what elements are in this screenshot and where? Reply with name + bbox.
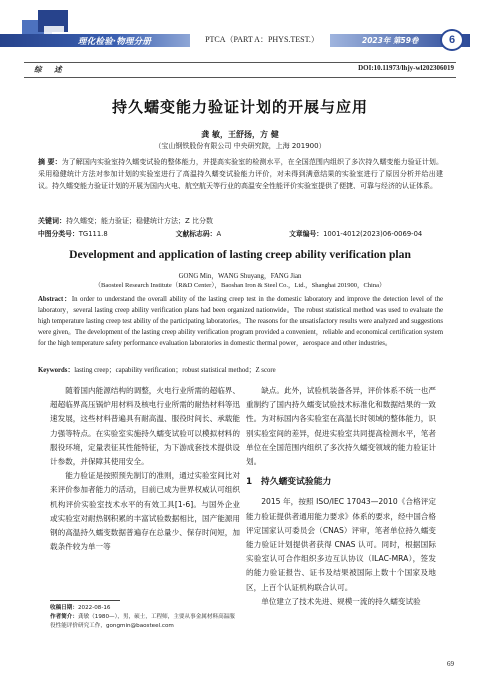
received-date: 收稿日期：2022-08-16 [50,605,111,611]
keywords-en [38,364,443,374]
body-column-right [246,384,436,609]
body-paragraph: 2015 年，按照 ISO/IEC 17043—2010《合格评定 能力验证提供者通用能力要求》体系的要求，经中国合格评定国家认可委员会（CNAS）评审，笔者单位持久蠕变能力验证计划提供者获得 CNAS 认可。同时，根据国际实验室认可合作组织多边互认协议（ILAC-MRA），签发的能力验证报告、证书及结果被国际上数十个国家及地区，上百个认证机构联合认可。 [246,497,436,592]
abstract-cn-label: 摘 要： [38,158,62,166]
journal-name-cn: 理化检验·物理分册 [78,37,152,47]
abstract-en-text: In order to understand the overall ability of the lasting creep test in the domestic laboratory and improve the detection level of the laboratory，several lasting creep ability verification plans had been organized nationwide。The robust statistical method was used to evaluate the high temperature lasting creep test ability of the participating laboratories。The reasons for the unsatisfactory results were analyzed and suggestions were given。The development of the lasting creep ability verification program provided a convenient，reliable and economical certification system for the high temperature safety performance evaluation laboratories in domestic thermal power，aerospace and other industries。 [38,296,443,347]
doi: DOI:10.11973/lhjy-wl202306019 [358,64,454,72]
section-divider [24,77,456,78]
keywords-cn-label: 关键词： [38,217,66,225]
title-cn: 持久蠕变能力验证计划的开展与应用 [111,98,368,116]
abstract-cn [38,156,443,192]
keywords-cn-text: 持久蠕变；能力验证；稳健统计方法；Z 比分数 [66,217,214,225]
affiliation-cn: （宝山钢铁股份有限公司 中央研究院，上海 201900） [154,142,326,150]
footnote-rule [50,600,120,601]
abstract-en [38,294,443,349]
keywords-en-text: lasting creep；capability verification；robust statistical method；Z score [74,367,276,374]
affiliation-en: （Baosteel Research Institute（R&D Center），Baoshan Iron & Steel Co.，Ltd.，Shanghai 201900，China） [94,282,386,289]
year-volume: 2023年 第59卷 [362,36,419,45]
keywords-en-label: Keywords： [38,367,75,374]
issue-badge: 6 [440,29,464,51]
body-paragraph: 缺点。此外，试验机装备各异，评价体系不统一也严重制约了国内持久蠕变试验技术标准化和数据结果的一致性。为对标国内各实验室在高温长时领域的整体能力，识别实验室间的差异，促进实验室共同提高检测水平，笔者单位在全国范围内组织了多次持久蠕变领域的能力验证计划。 [246,386,436,467]
journal-name-en: PTCA（PART A：PHYS.TEST.） [205,35,319,44]
footnote [50,604,240,631]
abstract-en-label: Abstract： [38,296,72,303]
article-id: 文章编号：1001-4012(2023)06-0069-04 [289,230,423,238]
body-paragraph: 随着国内能源结构的调整，火电行业所需的超临界、超超临界高压锅炉用材料及核电行业所需的耐热材料等迅速发展，这些材料普遍具有耐高温、服役时间长、承载能力强等特点。在实验室实施持久蠕变试验可以模拟材料的服役环境，定量表征其性能特征，为下游成套技术提供设计参数，并保障其使用安全。 [50,386,240,467]
clc-number: 中图分类号：TG111.8 [38,230,108,238]
authors-cn: 龚 敏，王舒扬，方 健 [201,130,279,139]
title-en: Development and application of lasting creep ability verification plan [69,248,411,261]
document-code: 文献标志码：A [175,230,222,238]
classification-row [38,228,443,238]
body-column-left [50,384,240,554]
body-paragraph: 能力验证是按照预先制订的准则，通过实验室间比对来评价参加者能力的活动，目前已成为世界权威认可组织机构评价实验室技术水平的有效工具[1-6]。与国外企业或实验室对耐热钢积累的丰富试验数据相比，国产能源用钢的高温持久蠕变数据普遍存在总量少、保存时间短，加载条件较为单一等 [50,471,240,552]
section-heading: 1 持久蠕变试验能力 [246,477,332,488]
authors-en: GONG Min，WANG Shuyang，FANG Jian [178,273,302,280]
body-paragraph: 单位建立了技术先进、规模一流的持久蠕变试验 [261,596,421,606]
section-tag: 综 述 [34,65,67,74]
journal-header [0,0,480,62]
abstract-cn-text: 为了解国内实验室持久蠕变试验的整体能力，并提高实验室的检测水平，在全国范围内组织了多次持久蠕变能力验证计划。采用稳健统计方法对参加计划的实验室进行了高温持久蠕变试验能力评价，对未得到满意结果的实验室进行了原因分析并给出建议。持久蠕变能力验证计划的开展为国内火电、航空航天等行业的高温安全性能评价实验室提供了便捷、可靠与经济的认证体系。 [38,158,443,190]
section-row [24,64,456,78]
page-number: 69 [447,660,454,668]
author-bio: 作者简介：龚敏（1980—），男，硕士，工程师，主要从事金属材料高温服役性能评价研究工作，gongmin@baosteel.com [50,614,235,629]
header-divider [24,62,456,63]
keywords-cn [38,216,443,226]
